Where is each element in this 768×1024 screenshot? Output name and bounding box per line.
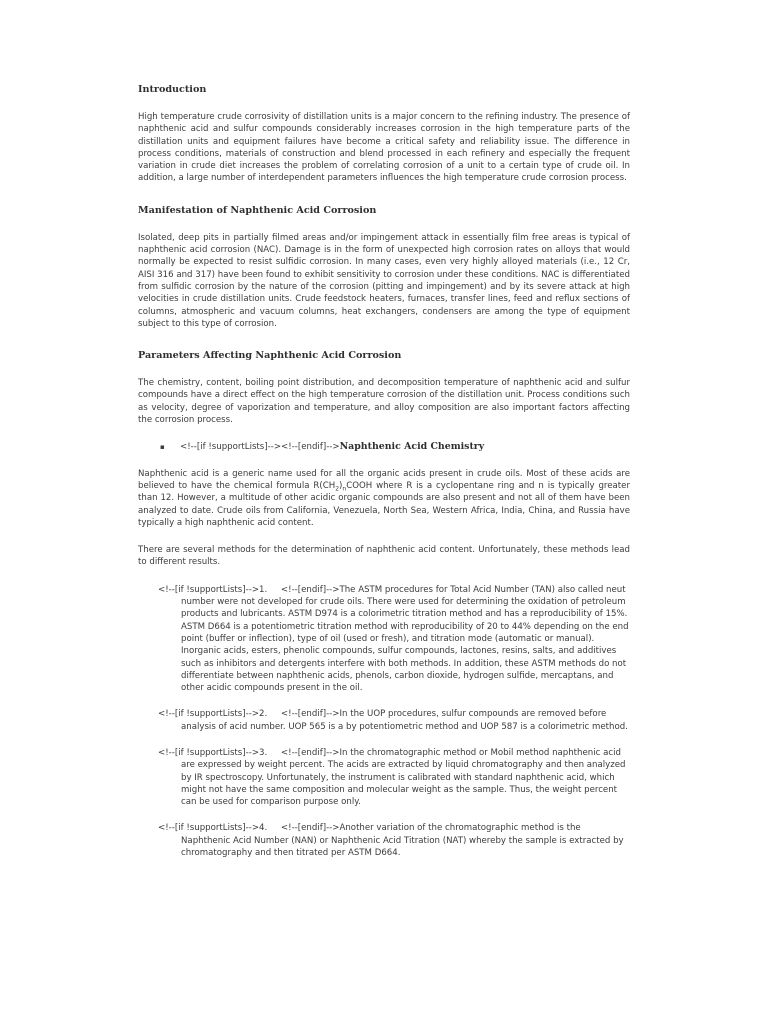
list-item-endif: <!--[endif]--> <box>280 584 340 595</box>
list-item-text: The ASTM procedures for Total Acid Number (TAN) also called neut number were not developed for crude oils. There were used for determining the oxidation of petroleum products and lubricants. ASTM D974 is a colorimetric titration method and has a reproducibility of 15%. ASTM D664 is a potentiometric titration method with reproducibility of 20 to 44% depending on the end point (buffer or inflection), type of oil (used or fresh), and titration mode (automatic or manual). Inorganic acids, esters, phenolic compounds, sulfur compounds, lactones, resins, salts, and additives such as inhibitors and detergents interfere with both methods. In addition, these ASTM methods do not differentiate between naphthenic acids, phenols, carbon dioxide, hydrogen sulfide, mercaptans, and other acidic compounds present in the oil. <box>181 584 629 694</box>
chemistry-paren-close: ) <box>339 480 343 491</box>
list-item <box>158 708 630 733</box>
document-body <box>138 84 630 873</box>
list-item-text: Another variation of the chromatographic method is the Naphthenic Acid Number (NAN) or Naphthenic Acid Titration (NAT) whereby the sample is extracted by chromatography and then titrated per ASTM D664. <box>181 823 624 859</box>
list-item-text: In the UOP procedures, sulfur compounds are removed before analysis of acid number. UOP 565 is a by potentiometric method and UOP 587 is a colorimetric method. <box>181 709 628 732</box>
paragraph-chemistry <box>138 468 630 529</box>
list-item-text: In the chromatographic method or Mobil method naphthenic acid are expressed by weight percent. The acids are extracted by liquid chromatography and then analyzed by IR spectroscopy. Unfortunately, the instrument is calibrated with standard naphthenic acid, which might not have the same composition and molecular weight as the sample. Thus, the weight percent can be used for comparison purpose only. <box>181 747 626 808</box>
list-item-endif: <!--[endif]--> <box>280 747 340 758</box>
list-item-endif: <!--[endif]--> <box>280 709 340 720</box>
chemistry-text-a: Naphthenic acid is a generic name used for all the organic acids present in crude oils. Most of these acids are believed to have the chemical formula R(CH <box>138 468 630 491</box>
list-item <box>158 584 630 695</box>
list-item-marker: <!--[if !supportLists]-->2. <box>158 709 268 720</box>
list-item-endif: <!--[endif]--> <box>280 823 340 834</box>
list-item-marker: <!--[if !supportLists]-->3. <box>158 747 268 758</box>
bullet-square-icon: ▪ <box>160 443 165 452</box>
paragraph-introduction: High temperature crude corrosivity of distillation units is a major concern to the refining industry. The presence of naphthenic acid and sulfur compounds considerably increases corrosion in the high temperature parts of the distillation units and equipment failures have become a critical safety and reliability issue. The difference in process conditions, materials of construction and blend processed in each refinery and especially the frequent variation in crude diet increases the problem of correlating corrosion of a unit to a certain type of crude oil. In addition, a large number of interdependent parameters influences the high temperature crude corrosion process. <box>138 112 630 184</box>
heading-manifestation: Manifestation of Naphthenic Acid Corrosion <box>138 204 377 216</box>
bullet-naphthenic-acid-chemistry <box>138 441 630 453</box>
methods-list <box>158 584 630 860</box>
list-item <box>158 747 630 808</box>
bullet-conditional-comment: <!--[if !supportLists]--><!--[endif]--> <box>180 442 340 453</box>
heading-parameters: Parameters Affecting Naphthenic Acid Corrosion <box>138 350 402 362</box>
list-item-marker: <!--[if !supportLists]-->4. <box>158 823 268 834</box>
paragraph-manifestation: Isolated, deep pits in partially filmed areas and/or impingement attack in essentially film free areas is typical of naphthenic acid corrosion (NAC). Damage is in the form of unexpected high corrosion rates on alloys that would normally be expected to resist sulfidic corrosion. In many cases, even very highly alloyed materials (i.e., 12 Cr, AISI 316 and 317) have been found to exhibit sensitivity to corrosion under these conditions. NAC is differentiated from sulfidic corrosion by the nature of the corrosion (pitting and impingement) and by its severe attack at high velocities in crude distillation units. Crude feedstock heaters, furnaces, transfer lines, feed and reflux sections of columns, atmospheric and vacuum columns, heat exchangers, condensers are among the type of equipment subject to this type of corrosion. <box>138 232 630 329</box>
subscript-2: 2 <box>335 485 340 493</box>
bullet-title: Naphthenic Acid Chemistry <box>339 441 485 453</box>
subscript-n: n <box>342 485 347 493</box>
paragraph-parameters: The chemistry, content, boiling point distribution, and decomposition temperature of naphthenic acid and sulfur compounds have a direct effect on the high temperature corrosion of the distillation unit. Process conditions such as velocity, degree of vaporization and temperature, and alloy composition are also important factors affecting the corrosion process. <box>138 378 630 426</box>
paragraph-methods-intro: There are several methods for the determination of naphthenic acid content. Unfortunately, these methods lead to different results. <box>138 545 630 568</box>
heading-introduction: Introduction <box>138 84 207 95</box>
list-item <box>158 822 630 859</box>
list-item-marker: <!--[if !supportLists]-->1. <box>158 584 268 595</box>
chemistry-text-b: COOH where R is a cyclopentane ring and n is typically greater than 12. However, a multitude of other acidic organic compounds are also present and not all of them have been analyzed to date. Crude oils from California, Venezuela, North Sea, Western Africa, India, China, and Russia have typically a high naphthenic acid content. <box>138 480 630 528</box>
